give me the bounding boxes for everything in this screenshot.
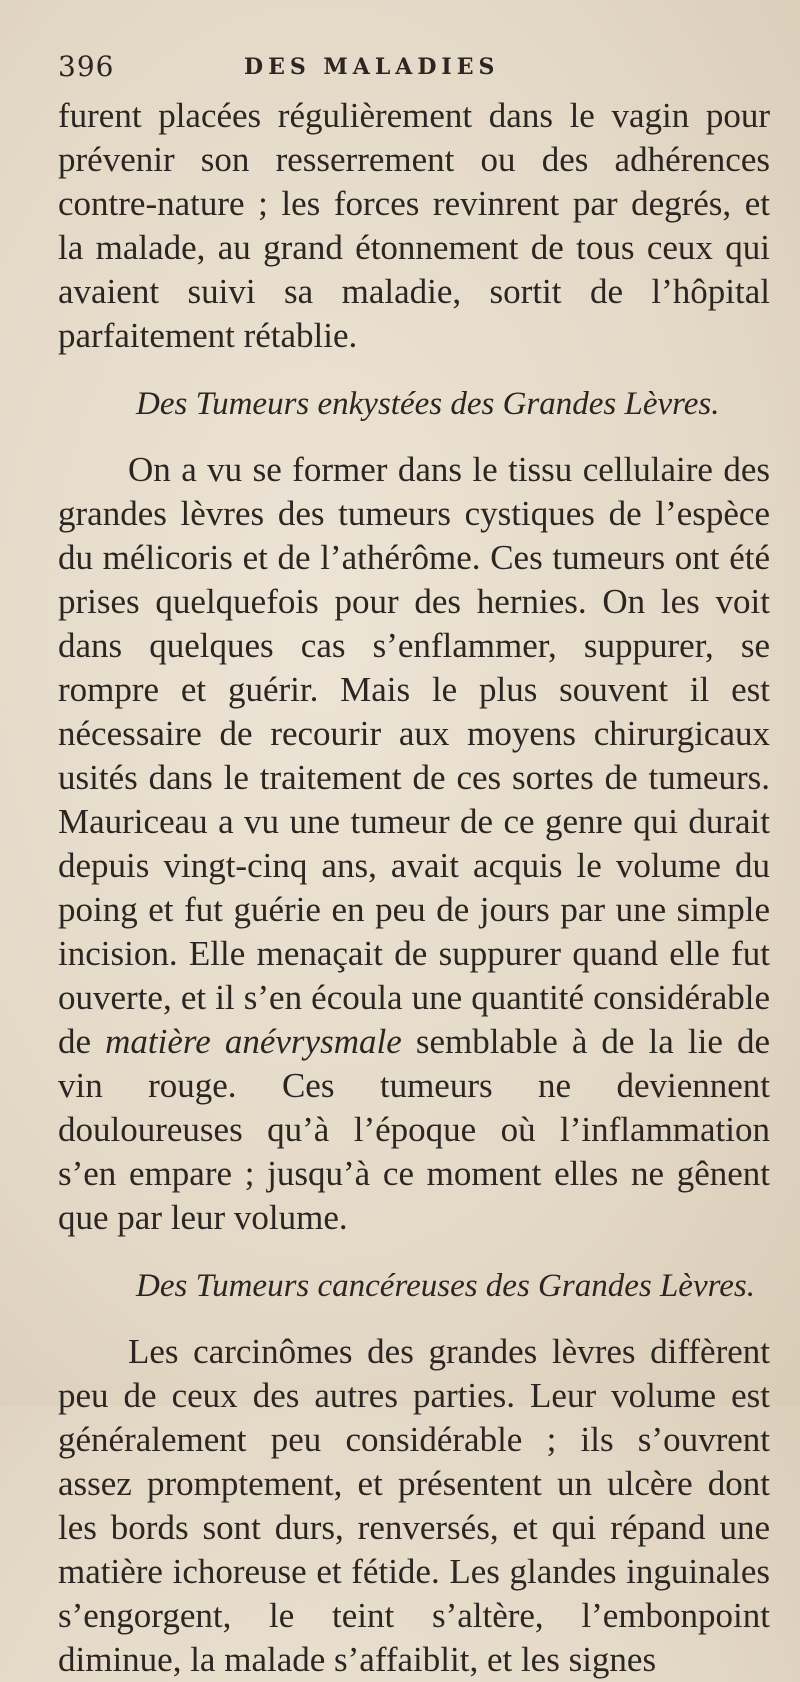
paragraph-cancerous-tumours: Les carcinômes des grandes lèvres diffèrent peu de ceux des autres parties. Leur volume est généralement peu considérable ; ils s’ouvrent assez promptement, et présentent un ulcère dont les bords sont durs, renversés, et qui répand une matière ichoreuse et fétide. Les glandes inguinales s’engorgent, le teint s’altère, l’embonpoint diminue, la malade s’affaiblit, et les signes	[58, 1332, 770, 1679]
paragraph-continuation: furent placées régulièrement dans le vagin pour prévenir son resserrement ou des adhérences contre-nature ; les forces revinrent par degrés, et la malade, au grand étonnement de tous ceux qui avaient suivi sa maladie, sortit de l’hôpital parfaitement rétablie.	[58, 96, 770, 355]
running-head	[58, 50, 770, 94]
section-title-encysted-tumours: Des Tumeurs enkystées des Grandes Lèvres.	[136, 386, 720, 422]
section-title-cancerous-tumours: Des Tumeurs cancéreuses des Grandes Lèvres.	[136, 1268, 755, 1304]
paragraph-encysted-tumours	[58, 448, 770, 1240]
book-page	[58, 50, 770, 1682]
paragraph-text-end: semblable à de la lie de vin rouge. Ces tumeurs ne deviennent douloureuses qu’à l’époque où l’inflammation s’en empare ; jusqu’à ce moment elles ne gênent que par leur volume.	[58, 1022, 771, 1237]
paragraph-text: On a vu se former dans le tissu cellulaire des grandes lèvres des tumeurs cystiques de l’espèce du mélicoris et de l’athérôme. Ces tumeurs ont été prises quelquefois pour des hernies. On les voit dans quelques cas s’enflammer, suppurer, se rompre et guérir. Mais le plus souvent il est nécessaire de recourir aux moyens chirurgicaux usités dans le traitement de ces sortes de tumeurs. Mauriceau a vu une tumeur de ce genre qui durait depuis vingt-cinq ans, avait acquis le volume du poing et fut guérie en peu de jours par une simple incision. Elle menaçait de suppurer quand elle fut ouverte, et il s’en écoula une quantité considérable de	[58, 450, 770, 1061]
page-number: 396	[58, 50, 115, 83]
running-title: DES MALADIES	[244, 54, 500, 80]
italic-term: matière anévrysmale	[105, 1022, 402, 1061]
